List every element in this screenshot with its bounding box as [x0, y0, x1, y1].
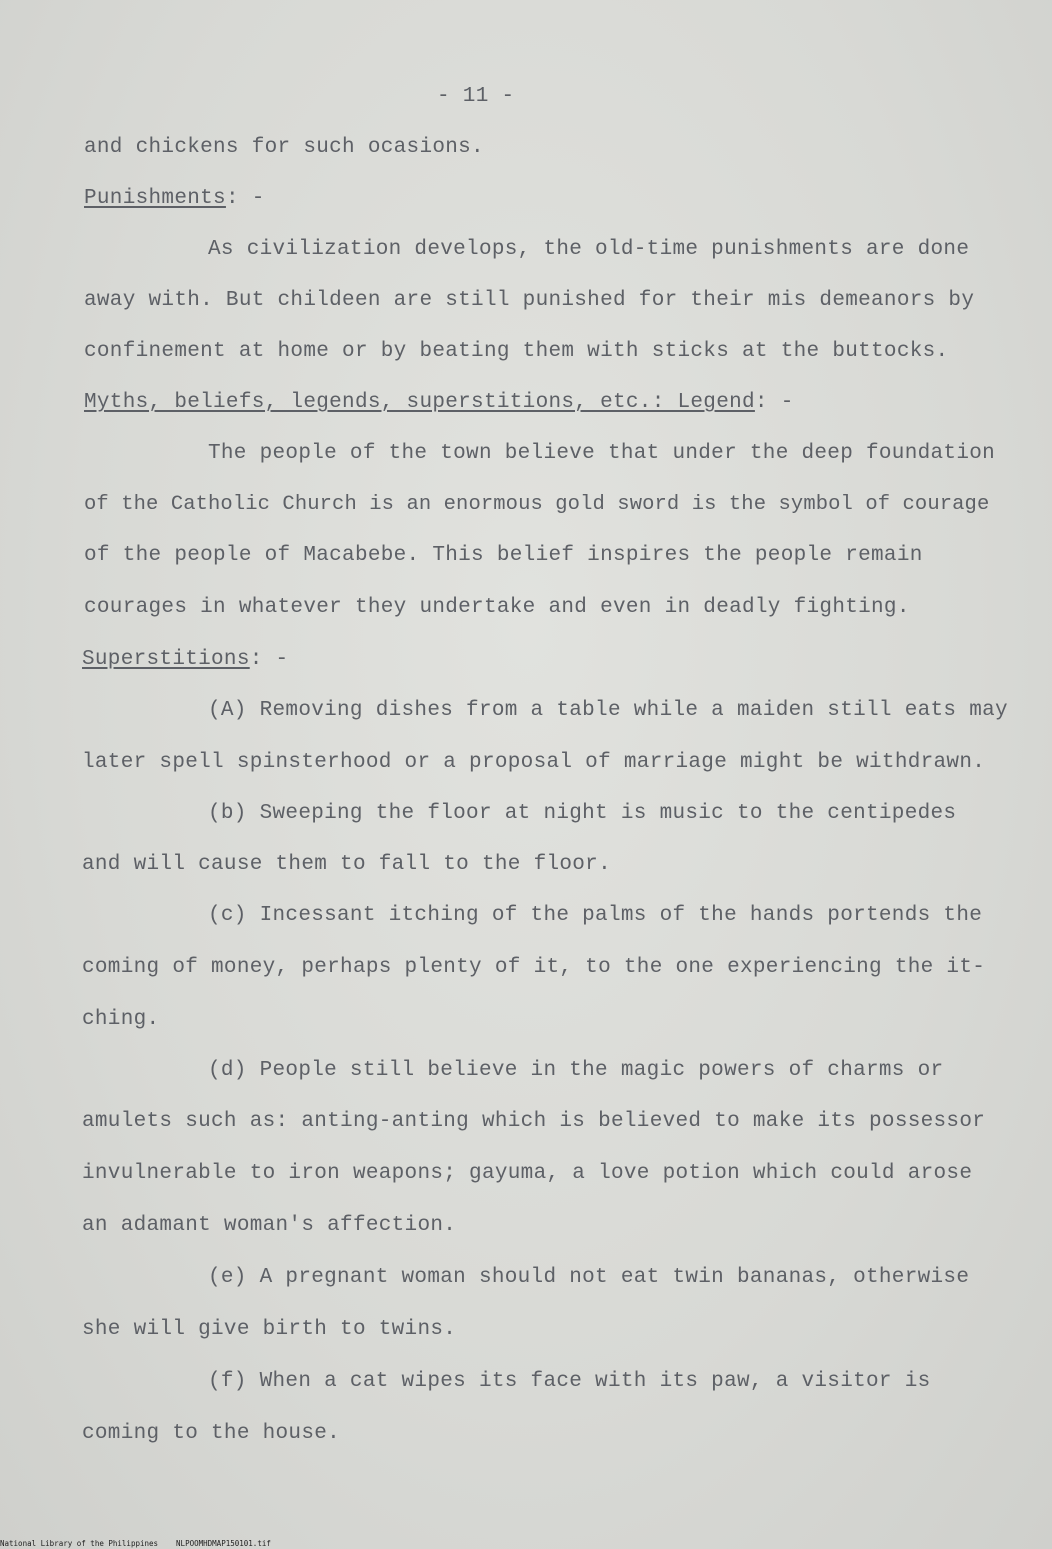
section-heading-myths	[84, 390, 794, 416]
section-heading-punishments	[84, 186, 265, 212]
superstition-item-f: (f) When a cat wipes its face with its paw, a visitor is	[208, 1370, 931, 1393]
text-line: The people of the town believe that under the deep foundation	[208, 442, 996, 465]
heading-suffix: : -	[754, 391, 794, 414]
heading-label: Superstitions	[82, 648, 250, 671]
page-number: - 11 -	[437, 85, 515, 108]
text-line: ching.	[82, 1008, 160, 1031]
text-line: courages in whatever they undertake and even in deadly fighting.	[84, 596, 910, 619]
text-line: an adamant woman's affection.	[82, 1214, 457, 1237]
text-line: and will cause them to fall to the floor.	[82, 853, 611, 876]
section-heading-superstitions	[82, 647, 288, 673]
scan-footer	[0, 1539, 271, 1549]
text-line: As civilization develops, the old-time punishments are done	[208, 238, 970, 261]
heading-suffix: : -	[225, 187, 265, 210]
heading-label: Punishments	[84, 187, 226, 210]
text-line: coming to the house.	[82, 1422, 341, 1445]
heading-suffix: : -	[249, 648, 289, 671]
text-line: and chickens for such ocasions.	[84, 136, 484, 159]
text-line: invulnerable to iron weapons; gayuma, a love potion which could arose	[82, 1162, 973, 1185]
superstition-item-a: (A) Removing dishes from a table while a maiden still eats may	[208, 699, 1008, 722]
text-line: coming of money, perhaps plenty of it, to the one experiencing the it-	[82, 956, 986, 979]
footer-institution: National Library of the Philippines	[0, 1539, 159, 1548]
superstition-item-d: (d) People still believe in the magic powers of charms or	[208, 1059, 944, 1082]
superstition-item-e: (e) A pregnant woman should not eat twin bananas, otherwise	[208, 1266, 970, 1289]
heading-label: Myths, beliefs, legends, superstitions, etc.: Legend	[84, 391, 755, 414]
superstition-item-c: (c) Incessant itching of the palms of the hands portends the	[208, 904, 983, 927]
text-line: away with. But childeen are still punished for their mis demeanors by	[84, 289, 975, 312]
footer-filename: NLPOOMHDMAP150101.tif	[176, 1539, 271, 1548]
text-line: she will give birth to twins.	[82, 1318, 457, 1341]
text-line: of the people of Macabebe. This belief inspires the people remain	[84, 544, 923, 567]
text-line: of the Catholic Church is an enormous gold sword is the symbol of courage	[84, 493, 990, 516]
text-line: later spell spinsterhood or a proposal of marriage might be withdrawn.	[82, 751, 986, 774]
text-line: confinement at home or by beating them with sticks at the buttocks.	[84, 340, 949, 363]
text-line: amulets such as: anting-anting which is believed to make its possessor	[82, 1110, 986, 1133]
superstition-item-b: (b) Sweeping the floor at night is music to the centipedes	[208, 802, 957, 825]
